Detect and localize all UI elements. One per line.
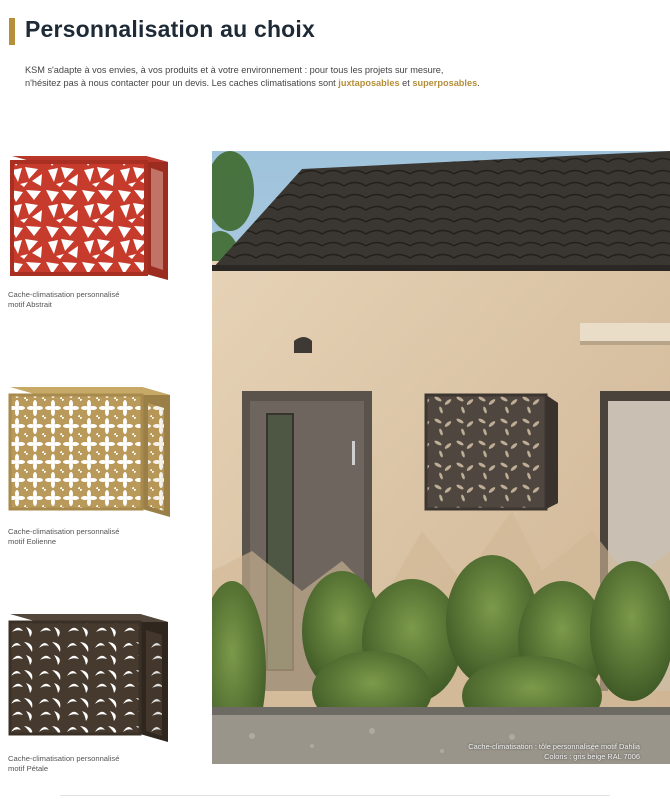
scene-caption: [468, 742, 640, 761]
caption-eolienne-line1: Cache-climatisation personnalisé: [8, 527, 120, 536]
page-title: Personnalisation au choix: [25, 16, 316, 42]
intro-line-2: n'hésitez pas à nous contacter pour un devis. Les caches climatisations sont: [25, 78, 339, 88]
product-abstrait: [8, 152, 174, 309]
ac-cover-petale-image: [8, 610, 174, 752]
caption-abstrait-line2: motif Abstrait: [8, 299, 52, 309]
intro-end: .: [477, 78, 480, 88]
intro-line-1: KSM s'adapte à vos envies, à vos produits et à votre environnement : pour tous les projets sur mesure,: [25, 65, 444, 75]
highlight-juxtaposables: juxtaposables: [338, 78, 400, 88]
intro-connector: et: [399, 78, 413, 88]
highlight-superposables: superposables: [412, 78, 478, 88]
caption-petale-line1: Cache-climatisation personnalisé: [8, 754, 120, 763]
intro-paragraph: [25, 64, 505, 90]
caption-petale-line2: motif Pétale: [8, 763, 49, 773]
ac-cover-eolienne-image: [8, 381, 174, 525]
product-eolienne: [8, 381, 174, 546]
caption-abstrait-line1: Cache-climatisation personnalisé: [8, 290, 120, 299]
house-scene-photo: [212, 151, 670, 764]
caption-eolienne-line2: motif Eolienne: [8, 536, 57, 546]
house-scene-illustration: [212, 151, 670, 764]
product-petale: [8, 610, 174, 773]
ac-cover-abstrait-image: [8, 152, 174, 288]
scene-caption-line2: Coloris : gris beige RAL 7006: [544, 751, 640, 761]
scene-caption-line1: Cache-climatisation : tôle personnalisée motif Dahlia: [468, 742, 640, 751]
footer-divider: [60, 795, 610, 796]
title-accent-bar: [9, 18, 15, 45]
